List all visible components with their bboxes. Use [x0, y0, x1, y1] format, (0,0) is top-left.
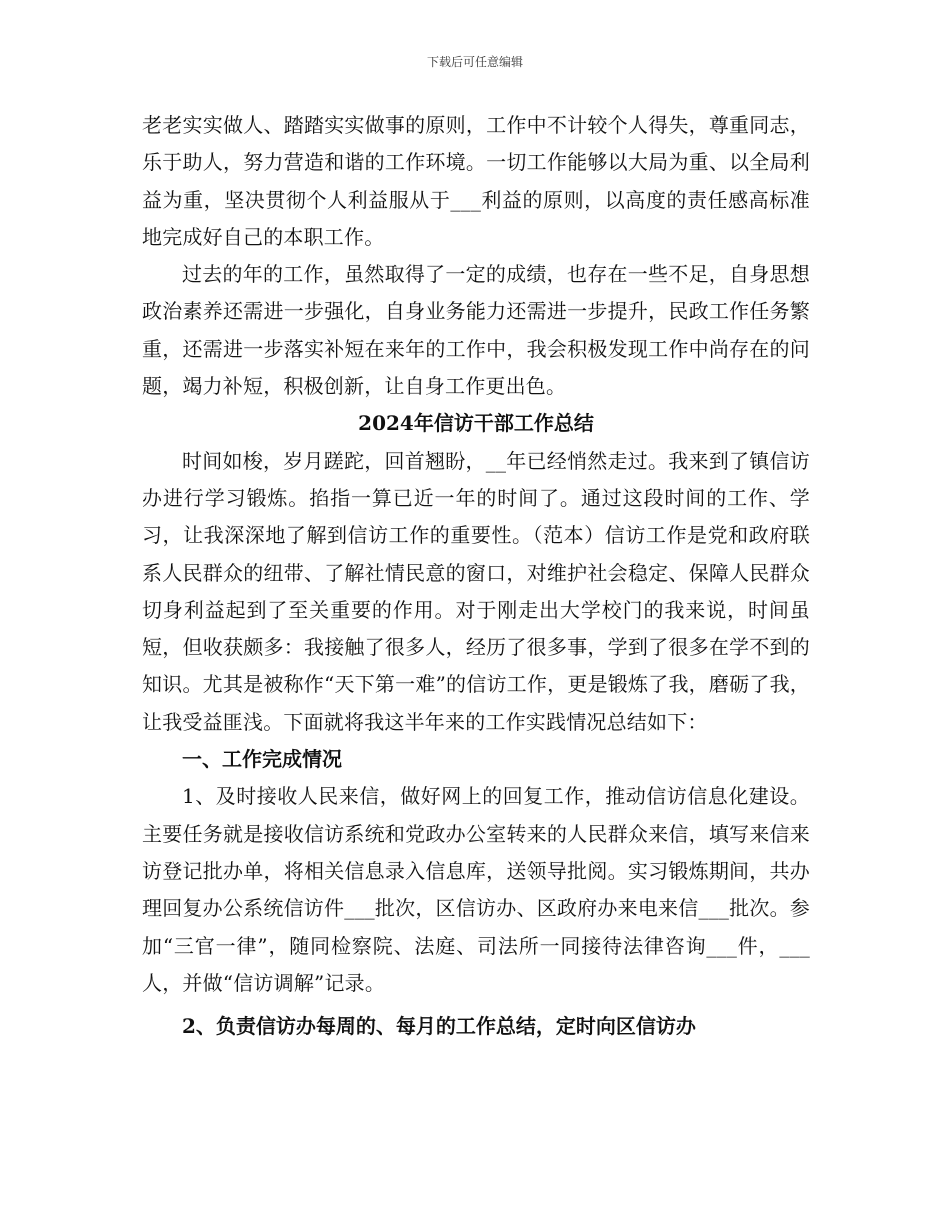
paragraph-shortcomings: 过去的年的工作，虽然取得了一定的成绩，也存在一些不足，自身思想政治素养还需进一步强化，自身业务能力还需进一步提升，民政工作任务繁重，还需进一步落实补短在来年的工作中，我会积极发现工作中尚存在的问题，竭力补短，积极创新，让自身工作更出色。	[142, 262, 810, 399]
page-header-note: 下载后可任意编辑	[426, 55, 523, 69]
document-body	[142, 107, 810, 1045]
paragraph-continuation: 老老实实做人、踏踏实实做事的原则，工作中不计较个人得失，尊重同志，乐于助人，努力营造和谐的工作环境。一切工作能够以大局为重、以全局利益为重，坚决贯彻个人利益服从于___利益的原则，以高度的责任感高标准地完成好自己的本职工作。	[142, 113, 810, 249]
paragraph-intro: 时间如梭，岁月蹉跎，回首翘盼，__年已经悄然走过。我来到了镇信访办进行学习锻炼。掐指一算已近一年的时间了。通过这段时间的工作、学习，让我深深地了解到信访工作的重要性。（范本）信访工作是党和政府联系人民群众的纽带、了解社情民意的窗口，对维护社会稳定、保障人民群众切身利益起到了至关重要的作用。对于刚走出大学校门的我来说，时间虽短，但收获颇多：我接触了很多人，经历了很多事，学到了很多在学不到的知识。尤其是被称作“天下第一难”的信访工作，更是锻炼了我，磨砺了我，让我受益匪浅。下面就将我这半年来的工作实践情况总结如下：	[142, 448, 810, 734]
document-title: 2024年信访干部工作总结	[358, 411, 594, 436]
paragraph-item-1: 1、及时接收人民来信，做好网上的回复工作，推动信访信息化建设。主要任务就是接收信访系统和党政办公室转来的人民群众来信，填写来信来访登记批办单，将相关信息录入信息库，送领导批阅。实习锻炼期间，共办理回复办公系统信访件___批次，区信访办、区政府办来电来信___批次。参加“三官一律”，随同检察院、法庭、司法所一同接待法律咨询___件，___人，并做“信访调解”记录。	[142, 784, 810, 995]
item-2-heading: 2、负责信访办每周的、每月的工作总结，定时向区信访办	[182, 1014, 696, 1039]
section-heading-work-completion: 一、工作完成情况	[182, 747, 342, 772]
